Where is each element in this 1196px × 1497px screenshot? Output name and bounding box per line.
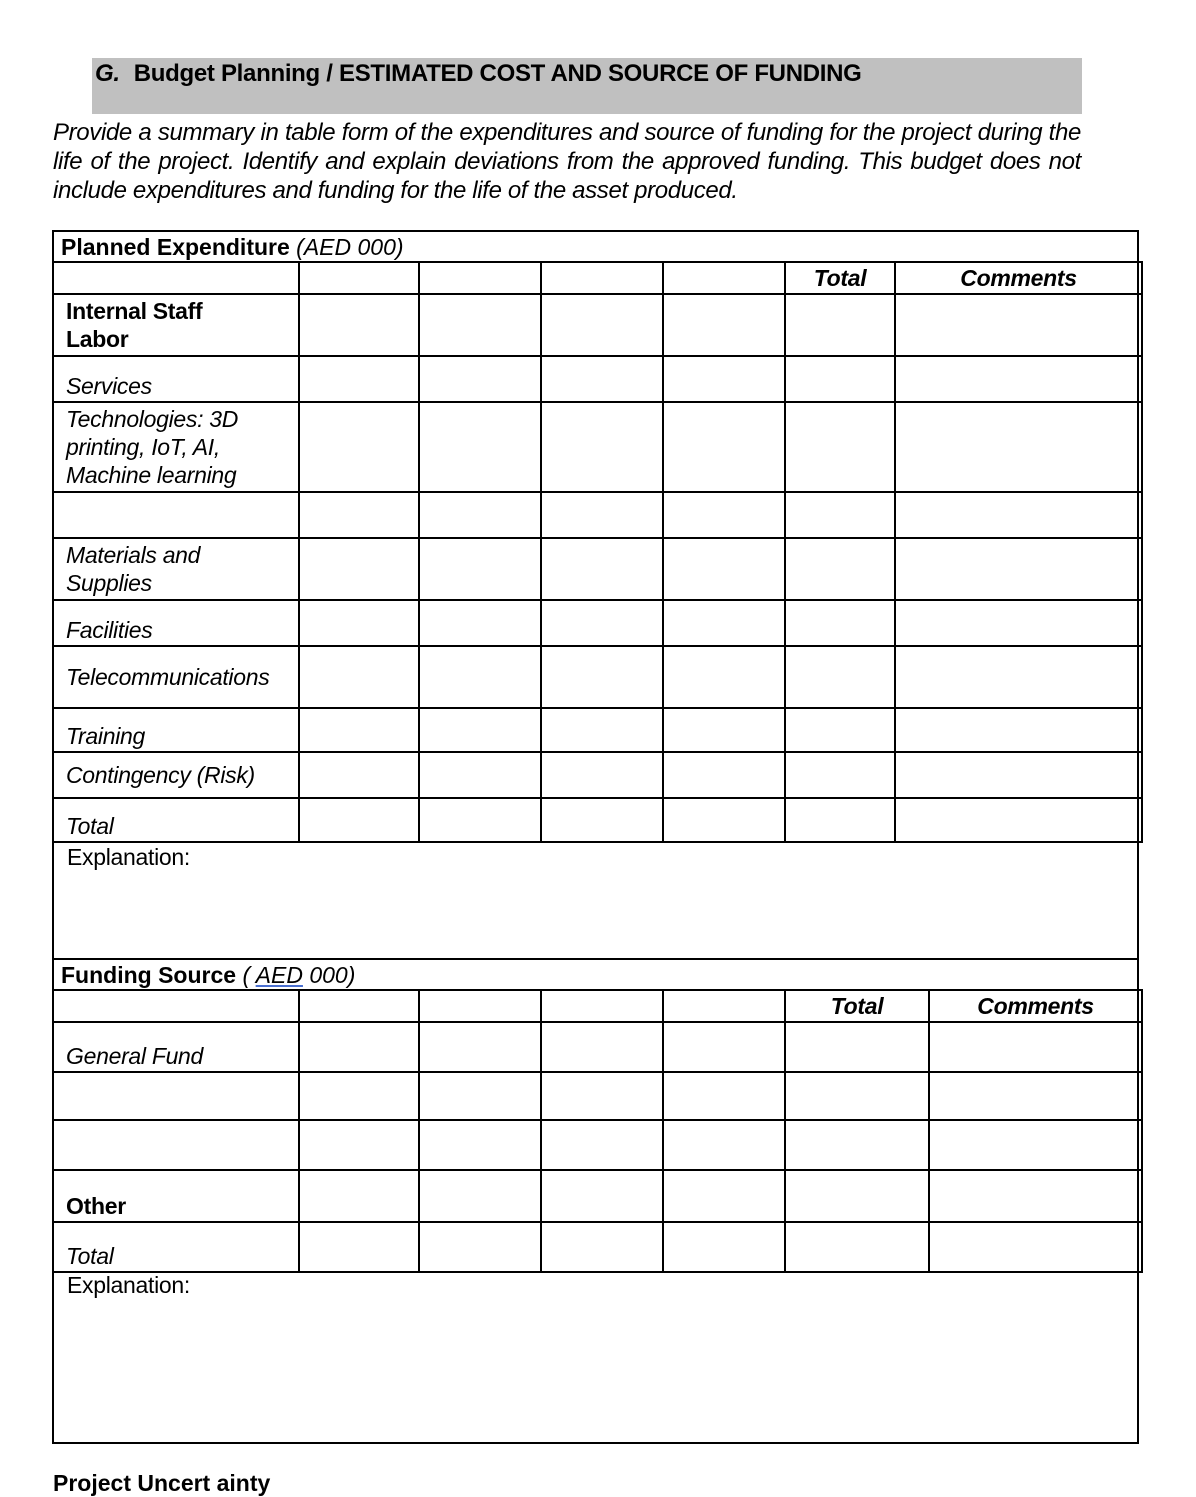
header-cell xyxy=(53,262,299,294)
table-row xyxy=(53,492,1142,538)
planned-title-unit: (AED 000) xyxy=(296,234,404,260)
table-row xyxy=(53,538,1142,600)
table-cell[interactable] xyxy=(895,646,1142,708)
funding-source-table xyxy=(52,989,1143,1273)
table-cell[interactable] xyxy=(663,646,785,708)
table-row xyxy=(53,294,1142,356)
table-cell[interactable] xyxy=(663,600,785,646)
table-cell[interactable] xyxy=(895,752,1142,798)
row-label-empty[interactable] xyxy=(53,492,299,538)
table-cell[interactable] xyxy=(663,402,785,492)
table-row xyxy=(53,600,1142,646)
table-cell[interactable] xyxy=(541,1120,663,1170)
table-cell[interactable] xyxy=(419,492,541,538)
table-cell[interactable] xyxy=(419,646,541,708)
table-cell[interactable] xyxy=(299,752,419,798)
table-row xyxy=(53,708,1142,752)
table-cell[interactable] xyxy=(785,646,895,708)
table-cell[interactable] xyxy=(419,1022,541,1072)
table-row xyxy=(53,1222,1142,1272)
table-cell[interactable] xyxy=(541,1222,663,1272)
table-cell[interactable] xyxy=(299,1072,419,1120)
funding-source-box xyxy=(52,958,1139,1444)
table-cell[interactable] xyxy=(299,798,419,842)
table-row xyxy=(53,1170,1142,1222)
table-cell[interactable] xyxy=(895,402,1142,492)
table-cell[interactable] xyxy=(785,752,895,798)
table-cell[interactable] xyxy=(663,1170,785,1222)
row-label-facilities: Facilities xyxy=(53,600,299,646)
planned-expenditure-title xyxy=(54,232,404,262)
table-cell[interactable] xyxy=(419,752,541,798)
intro-paragraph: Provide a summary in table form of the expenditures and source of funding for the project during the life of the project. Identify and explain deviations from the approved funding. This budget does not include expenditures and funding for the life of the asset produced. xyxy=(53,119,1081,204)
table-row xyxy=(53,356,1142,402)
table-cell[interactable] xyxy=(785,1022,929,1072)
table-cell[interactable] xyxy=(541,798,663,842)
table-cell[interactable] xyxy=(663,1022,785,1072)
header-cell[interactable] xyxy=(663,990,785,1022)
table-cell[interactable] xyxy=(785,798,895,842)
aed-underlined: AED xyxy=(255,962,303,988)
header-cell[interactable] xyxy=(541,990,663,1022)
total-column-header: Total xyxy=(785,262,895,294)
table-cell[interactable] xyxy=(785,600,895,646)
row-label-services: Services xyxy=(53,356,299,402)
planned-explanation-label: Explanation: xyxy=(67,844,190,870)
table-cell[interactable] xyxy=(299,1170,419,1222)
table-row xyxy=(53,1022,1142,1072)
table-cell[interactable] xyxy=(541,294,663,356)
table-cell[interactable] xyxy=(663,294,785,356)
table-cell[interactable] xyxy=(785,294,895,356)
table-row xyxy=(53,798,1142,842)
table-cell[interactable] xyxy=(541,1072,663,1120)
table-cell[interactable] xyxy=(663,538,785,600)
table-cell[interactable] xyxy=(299,1120,419,1170)
table-cell[interactable] xyxy=(541,752,663,798)
table-cell[interactable] xyxy=(785,708,895,752)
row-label-empty[interactable] xyxy=(53,1120,299,1170)
table-cell[interactable] xyxy=(419,600,541,646)
table-cell[interactable] xyxy=(299,538,419,600)
row-label-total: Total xyxy=(53,1222,299,1272)
table-row xyxy=(53,1072,1142,1120)
table-cell[interactable] xyxy=(541,600,663,646)
table-cell[interactable] xyxy=(419,1170,541,1222)
table-cell[interactable] xyxy=(541,1022,663,1072)
table-cell[interactable] xyxy=(663,752,785,798)
funding-title-unit: ( AED 000) xyxy=(242,962,356,988)
row-label-training: Training xyxy=(53,708,299,752)
table-cell[interactable] xyxy=(299,1022,419,1072)
header-cell[interactable] xyxy=(299,262,419,294)
funding-source-title xyxy=(54,960,355,990)
section-heading xyxy=(92,58,1082,114)
header-cell[interactable] xyxy=(299,990,419,1022)
table-cell[interactable] xyxy=(929,1222,1142,1272)
planned-expenditure-table xyxy=(52,261,1143,843)
table-cell[interactable] xyxy=(541,356,663,402)
funding-title-label: Funding Source xyxy=(61,962,237,988)
table-cell[interactable] xyxy=(929,1072,1142,1120)
row-label-materials-and-supplies: Materials and Supplies xyxy=(53,538,299,600)
table-cell[interactable] xyxy=(419,402,541,492)
row-label-other: Other xyxy=(53,1170,299,1222)
table-cell[interactable] xyxy=(541,492,663,538)
table-cell[interactable] xyxy=(541,402,663,492)
table-row xyxy=(53,752,1142,798)
table-cell[interactable] xyxy=(419,708,541,752)
comments-column-header: Comments xyxy=(929,990,1142,1022)
next-section-heading-partial: Project Uncert ainty xyxy=(53,1470,271,1496)
section-title: Budget Planning / ESTIMATED COST AND SOURCE OF FUNDING xyxy=(133,60,862,87)
row-label-general-fund: General Fund xyxy=(53,1022,299,1072)
table-cell[interactable] xyxy=(895,294,1142,356)
table-cell[interactable] xyxy=(929,1022,1142,1072)
table-cell[interactable] xyxy=(541,1170,663,1222)
table-cell[interactable] xyxy=(895,708,1142,752)
table-cell[interactable] xyxy=(299,356,419,402)
table-cell[interactable] xyxy=(299,600,419,646)
total-column-header: Total xyxy=(785,990,929,1022)
table-cell[interactable] xyxy=(419,538,541,600)
table-cell[interactable] xyxy=(895,600,1142,646)
table-cell[interactable] xyxy=(929,1170,1142,1222)
table-cell[interactable] xyxy=(663,798,785,842)
table-cell[interactable] xyxy=(299,1222,419,1272)
table-row xyxy=(53,1120,1142,1170)
planned-title-label: Planned Expenditure xyxy=(61,234,290,260)
table-cell[interactable] xyxy=(785,1222,929,1272)
table-cell[interactable] xyxy=(929,1120,1142,1170)
header-cell[interactable] xyxy=(663,262,785,294)
table-cell[interactable] xyxy=(419,798,541,842)
table-cell[interactable] xyxy=(785,356,895,402)
table-cell[interactable] xyxy=(785,1120,929,1170)
table-cell[interactable] xyxy=(299,646,419,708)
header-cell xyxy=(53,990,299,1022)
table-cell[interactable] xyxy=(663,1120,785,1170)
table-cell[interactable] xyxy=(299,402,419,492)
table-cell[interactable] xyxy=(541,708,663,752)
table-cell[interactable] xyxy=(541,646,663,708)
table-cell[interactable] xyxy=(299,708,419,752)
table-cell[interactable] xyxy=(785,1072,929,1120)
table-cell[interactable] xyxy=(663,1222,785,1272)
table-cell[interactable] xyxy=(419,294,541,356)
table-cell[interactable] xyxy=(663,356,785,402)
table-row xyxy=(53,402,1142,492)
table-cell[interactable] xyxy=(419,1072,541,1120)
table-cell[interactable] xyxy=(895,492,1142,538)
table-cell[interactable] xyxy=(419,356,541,402)
table-cell[interactable] xyxy=(541,538,663,600)
table-header-row xyxy=(53,262,1142,294)
table-cell[interactable] xyxy=(785,538,895,600)
comments-column-header: Comments xyxy=(895,262,1142,294)
table-header-row xyxy=(53,990,1142,1022)
table-cell[interactable] xyxy=(419,1222,541,1272)
table-cell[interactable] xyxy=(785,1170,929,1222)
row-label-technologies: Technologies: 3D printing, IoT, AI, Machine learning xyxy=(53,402,299,492)
table-cell[interactable] xyxy=(785,402,895,492)
table-cell[interactable] xyxy=(895,798,1142,842)
header-cell[interactable] xyxy=(419,990,541,1022)
table-cell[interactable] xyxy=(663,708,785,752)
row-label-contingency: Contingency (Risk) xyxy=(53,752,299,798)
funding-explanation-label: Explanation: xyxy=(67,1272,190,1298)
row-label-telecommunications: Telecommunications xyxy=(53,646,299,708)
table-cell[interactable] xyxy=(663,1072,785,1120)
planned-expenditure-box xyxy=(52,230,1139,960)
header-cell[interactable] xyxy=(419,262,541,294)
table-cell[interactable] xyxy=(299,294,419,356)
table-cell[interactable] xyxy=(895,356,1142,402)
table-cell[interactable] xyxy=(895,538,1142,600)
header-cell[interactable] xyxy=(541,262,663,294)
section-letter: G. xyxy=(95,60,120,87)
row-label-empty[interactable] xyxy=(53,1072,299,1120)
table-row xyxy=(53,646,1142,708)
table-cell[interactable] xyxy=(419,1120,541,1170)
row-label-total: Total xyxy=(53,798,299,842)
table-cell[interactable] xyxy=(663,492,785,538)
table-cell[interactable] xyxy=(785,492,895,538)
row-label-internal-staff-labor: Internal Staff Labor xyxy=(53,294,299,356)
table-cell[interactable] xyxy=(299,492,419,538)
